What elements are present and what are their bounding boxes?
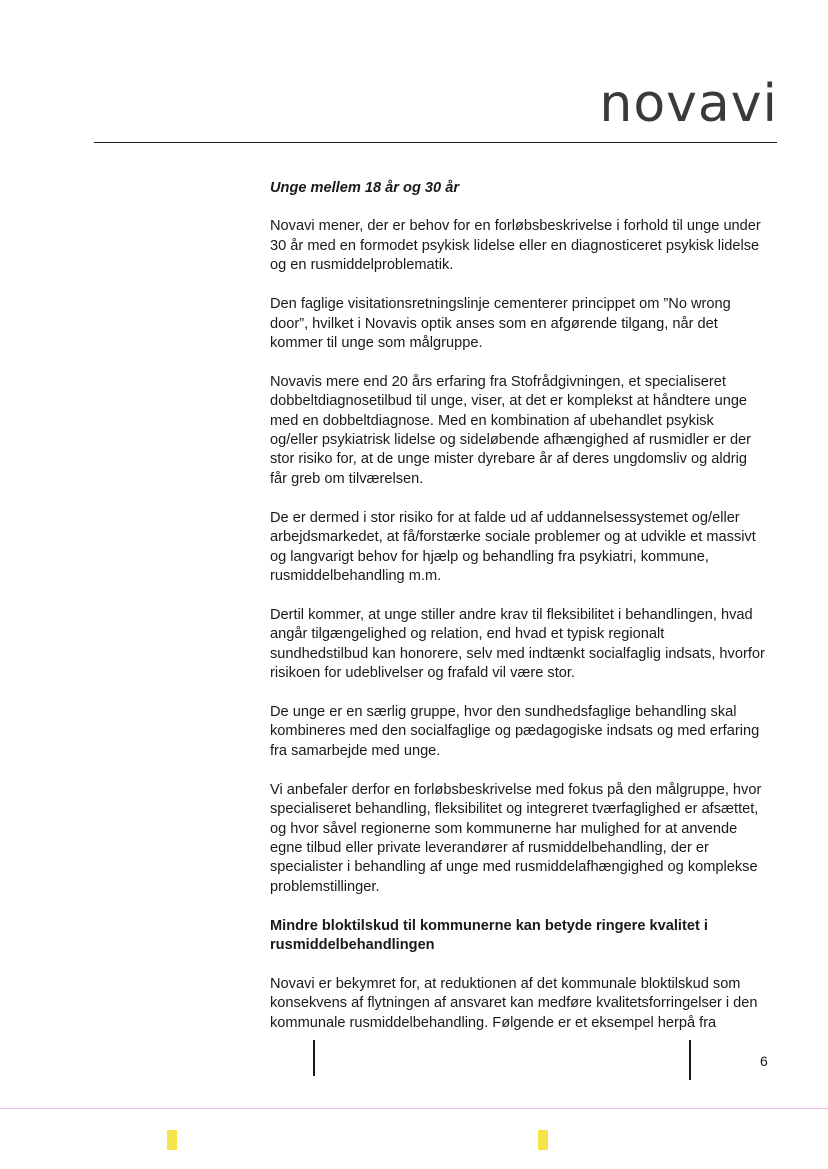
header-rule	[94, 142, 777, 143]
logo-text: novavi	[599, 74, 778, 134]
scan-artifact	[0, 1108, 828, 1109]
section-heading: Unge mellem 18 år og 30 år	[270, 180, 459, 196]
page-number: 6	[760, 1053, 768, 1069]
scan-artifact	[167, 1130, 177, 1150]
paragraph: Den faglige visitationsretningslinje cementerer princippet om ”No wrong door”, hvilket i Novavis optik anses som en afgørende tilgang, når det kommer til unge som målgruppe.	[270, 296, 731, 351]
scan-artifact	[538, 1130, 548, 1150]
paragraph: De er dermed i stor risiko for at falde ud af uddannelsessystemet og/eller arbejdsmarkedet, at få/forstærke sociale problemer og at udvikle et massivt og langvarigt behov for hjælp og behandling fra psykiatri, kommune, rusmiddelbehandling m.m.	[270, 509, 756, 584]
paragraph: De unge er en særlig gruppe, hvor den sundhedsfaglige behandling skal kombineres med den socialfaglige og pædagogiske indsats og med erfaring fra samarbejde med unge.	[270, 704, 760, 759]
scan-artifact	[689, 1040, 691, 1080]
paragraph: Novavi er bekymret for, at reduktionen af det kommunale bloktilskud som konsekvens af flytningen af ansvaret kan medføre kvalitetsforringelser i den kommunale rusmiddelbehandling. Følgende er et eksempel herpå fra	[270, 976, 758, 1031]
novavi-logo	[599, 74, 778, 134]
paragraph: Novavi mener, der er behov for en forløbsbeskrivelse i forhold til unge under 30 år med en formodet psykisk lidelse eller en diagnosticeret psykisk lidelse og en rusmiddelproblematik.	[270, 218, 761, 274]
section-heading: Mindre bloktilskud til kommunerne kan betyde ringere kvalitet i rusmiddelbehandlingen	[270, 917, 708, 954]
paragraph: Vi anbefaler derfor en forløbsbeskrivelse med fokus på den målgruppe, hvor specialiseret behandling, fleksibilitet og integreret tværfaglighed er afsættet, og hvor såvel regionerne som kommunerne har mulighed for at anvende egne tilbud eller private leverandører af rusmiddelbehandling, der er specialister i behandling af unge med rusmiddelafhængighed og komplekse problemstillinger.	[270, 781, 762, 895]
paragraph: Dertil kommer, at unge stiller andre krav til fleksibilitet i behandlingen, hvad angår tilgængelighed og relation, end hvad et typisk regionalt sundhedstilbud kan honorere, selv med indtænkt socialfaglig indsats, hvorfor risikoen for udeblivelser og frafald vil være stor.	[270, 606, 765, 682]
scan-artifact	[313, 1040, 315, 1076]
paragraph: Novavis mere end 20 års erfaring fra Stofrådgivningen, et specialiseret dobbeltdiagnosetilbud til unge, viser, at det er komplekst at håndtere unge med en dobbeltdiagnose. Med en kombination af ubehandlet psykisk og/eller psykiatrisk lidelse og sideløbende afhængighed af rusmidler er der stor risiko for, at de unge mister dyrebare år af deres ungdomsliv og aldrig får greb om tilværelsen.	[270, 373, 752, 487]
document-body	[270, 179, 765, 1053]
